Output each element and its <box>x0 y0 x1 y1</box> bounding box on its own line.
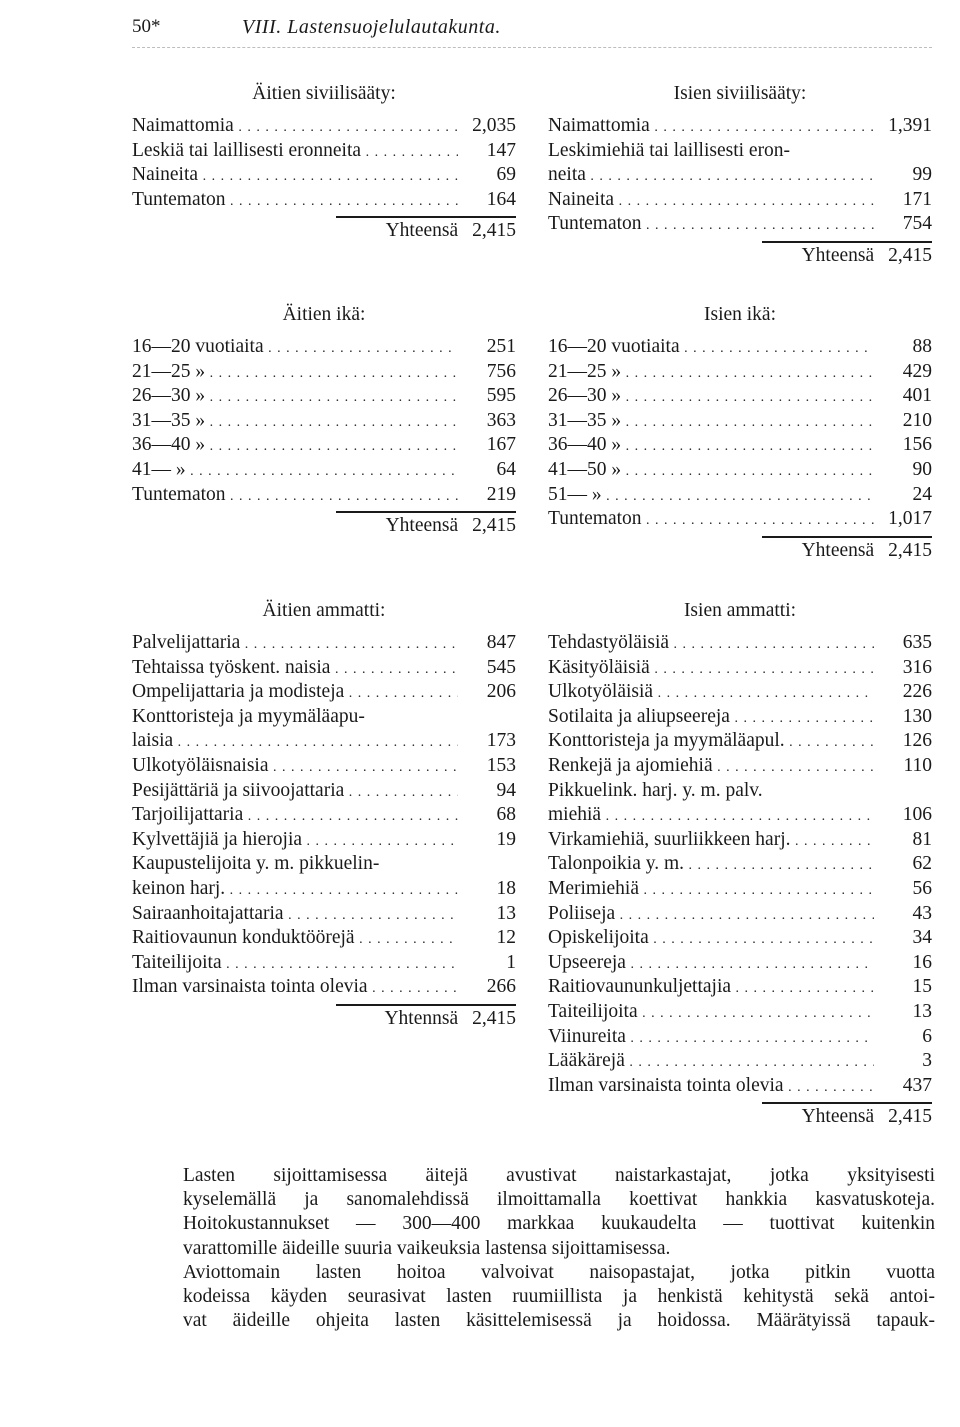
table-row <box>132 951 516 975</box>
total-row <box>802 244 932 268</box>
table-row <box>548 139 932 163</box>
row-label: 16—20 vuotiaita . . . <box>548 335 874 361</box>
table-row <box>132 902 516 926</box>
table-row <box>132 705 516 729</box>
row-label: 21—25 » . . . <box>548 360 874 386</box>
text-line: kyselemällä ja sanomalehdissä ilmoittamalla koettivat hankkia kasvatuskoteja. <box>183 1189 935 1211</box>
sum-rule <box>336 1004 516 1006</box>
row-label: Tuntematon . . . <box>548 507 874 533</box>
table-row <box>548 1025 932 1049</box>
row-value: 219 <box>486 483 516 505</box>
row-label: Tehtaissa työskent. naisia . . . <box>132 656 458 682</box>
table-row <box>548 1049 932 1073</box>
table-row <box>548 803 932 827</box>
total-value: 2,415 <box>472 1008 516 1029</box>
table-row <box>132 114 516 138</box>
table-row <box>132 360 516 384</box>
row-value: 1,391 <box>888 115 932 136</box>
row-label: 36—40 » . . . <box>548 433 874 459</box>
row-value: 130 <box>902 705 932 727</box>
row-label: Naimattomia . . . <box>132 114 458 140</box>
row-value: 16 <box>912 951 932 973</box>
row-value: 43 <box>912 902 932 924</box>
row-value: 437 <box>902 1074 932 1096</box>
table-row <box>548 384 932 408</box>
table-row <box>132 458 516 482</box>
text-line: Hoitokustannukset — 300—400 markkaa kuukaudelta — tuottivat kuitenkin <box>183 1213 935 1235</box>
row-label: Ilman varsinaista tointa olevia . . . <box>132 975 458 1001</box>
total-label: Yhteensä <box>385 220 459 242</box>
row-label: Naineita . . . <box>132 163 458 189</box>
table-row <box>132 656 516 680</box>
paragraph-1 <box>135 1164 935 1261</box>
row-label: 26—30 » . . . <box>548 384 874 410</box>
table-row <box>132 163 516 187</box>
row-label: Konttoristeja ja myymäläapu- <box>132 705 365 727</box>
table-row <box>548 852 932 876</box>
sum-rule <box>336 511 516 513</box>
table-row <box>132 188 516 212</box>
table-row <box>132 729 516 753</box>
table-title: Isien ammatti: <box>683 600 797 621</box>
row-label: Raitiovaununkuljettajia . . . <box>548 975 874 1001</box>
row-value: 69 <box>496 164 516 186</box>
sum-rule <box>762 1102 932 1104</box>
mothers-occupation-table <box>132 599 516 1039</box>
row-label: 31—35 » . . . <box>132 409 458 435</box>
table-row <box>548 729 932 753</box>
row-value: 1 <box>506 951 516 973</box>
row-label: Leskimiehiä tai laillisesti eron- <box>548 139 791 161</box>
row-value: 13 <box>496 902 516 924</box>
text-line: vat äideille ohjeita lasten käsittelemisessä ja hoidossa. Määrätyissä tapauk- <box>183 1310 935 1332</box>
row-label: Tuntematon . . . <box>132 188 458 214</box>
table-row <box>132 631 516 655</box>
table-row <box>132 877 516 901</box>
table-row <box>132 139 516 163</box>
table-row <box>548 902 932 926</box>
total-value: 2,415 <box>472 220 516 242</box>
fathers-occupation-table <box>548 599 932 1139</box>
page-header <box>132 16 932 44</box>
row-value: 167 <box>486 434 516 456</box>
row-value: 595 <box>486 385 516 407</box>
row-label: Sotilaita ja aliupseereja . . . <box>548 705 874 731</box>
row-value: 1,017 <box>888 508 932 530</box>
row-value: 126 <box>902 730 932 752</box>
text-line: varattomille äideille suuria vaikeuksia lastensa sijoittamisessa. <box>183 1237 671 1259</box>
paragraph-2 <box>135 1261 935 1334</box>
row-label: Tuntematon . . . <box>132 483 458 509</box>
row-value: 754 <box>902 213 932 235</box>
running-title: VIII. Lastensuojelulautakunta. <box>242 16 501 38</box>
table-row <box>548 1000 932 1024</box>
row-value: 13 <box>912 1001 932 1022</box>
table-row <box>132 828 516 852</box>
row-value: 24 <box>912 483 932 505</box>
table-row <box>548 779 932 803</box>
row-label: Ilman varsinaista tointa olevia . . . <box>548 1074 874 1100</box>
total-row <box>802 1105 932 1129</box>
table-title: Äitien ammatti: <box>262 600 386 621</box>
row-label: Leskiä tai laillisesti eronneita . . . <box>132 139 458 165</box>
row-label: Ulkotyöläisiä . . . <box>548 680 874 706</box>
text-line: Aviottomain lasten hoitoa valvoivat naisopastajat, jotka pitkin vuotta <box>183 1261 935 1283</box>
table-row <box>548 951 932 975</box>
table-row <box>132 433 516 457</box>
mothers-age-table <box>132 303 516 543</box>
row-value: 81 <box>912 828 932 850</box>
row-label: Raitiovaunun konduktöörejä . . . <box>132 926 458 952</box>
row-value: 2,035 <box>472 115 516 136</box>
row-label: 31—35 » . . . <box>548 409 874 435</box>
row-label: Pikkuelink. harj. y. m. palv. <box>548 779 763 801</box>
table-row <box>132 335 516 359</box>
row-value: 106 <box>902 804 932 826</box>
table-row <box>548 828 932 852</box>
row-label: Kylvettäjiä ja hierojia . . . <box>132 828 458 854</box>
header-rule <box>132 47 932 48</box>
table-row <box>548 212 932 236</box>
row-value: 64 <box>496 459 516 480</box>
total-value: 2,415 <box>472 515 516 537</box>
table-row <box>548 631 932 655</box>
table-row <box>132 483 516 507</box>
row-value: 635 <box>902 632 932 653</box>
table-row <box>132 680 516 704</box>
fathers-age-table <box>548 303 932 568</box>
table-row <box>132 926 516 950</box>
table-row <box>548 458 932 482</box>
table-row <box>548 114 932 138</box>
row-value: 56 <box>912 878 932 899</box>
total-label: Yhteensä <box>801 1106 875 1128</box>
row-label: Upseereja . . . <box>548 951 874 977</box>
table-row <box>132 754 516 778</box>
row-label: Tehdastyöläisiä . . . <box>548 631 874 657</box>
row-value: 62 <box>912 853 932 875</box>
row-value: 90 <box>912 459 932 480</box>
row-label: Taiteilijoita . . . <box>548 1000 874 1026</box>
table-row <box>132 975 516 999</box>
row-label: Tarjoilijattaria . . . <box>132 803 458 829</box>
row-value: 363 <box>486 409 516 431</box>
row-label: Merimiehiä . . . <box>548 877 874 903</box>
table-title: Isien ikä: <box>703 304 777 325</box>
table-title: Äitien siviilisääty: <box>252 83 396 104</box>
table-row <box>548 507 932 531</box>
row-value: 99 <box>912 164 932 186</box>
row-label: Renkejä ja ajomiehiä . . . <box>548 754 874 780</box>
row-label: Palvelijattaria . . . <box>132 631 458 657</box>
total-label: Yhteensä <box>801 245 875 266</box>
row-value: 110 <box>903 755 932 776</box>
total-row <box>386 219 516 243</box>
row-label: neita . . . <box>548 163 874 189</box>
row-label: Virkamiehiä, suurliikkeen harj. . . . <box>548 828 874 854</box>
row-label: 21—25 » . . . <box>132 360 458 386</box>
sum-rule <box>762 241 932 243</box>
table-row <box>548 877 932 901</box>
row-label: Pesijättäriä ja siivoojattaria . . . <box>132 779 458 805</box>
row-label: miehiä . . . <box>548 803 874 829</box>
row-label: Taiteilijoita . . . <box>132 951 458 977</box>
text-line: Lasten sijoittamisessa äitejä avustivat naistarkastajat, jotka yksityisesti <box>183 1165 935 1186</box>
row-value: 545 <box>486 656 516 678</box>
row-value: 173 <box>486 730 516 752</box>
row-value: 847 <box>486 632 516 653</box>
table-row <box>548 926 932 950</box>
row-label: Kaupustelijoita y. m. pikkuelin- <box>132 853 380 875</box>
row-label: Sairaanhoitajattaria . . . <box>132 902 458 928</box>
row-value: 18 <box>496 878 516 899</box>
total-row <box>384 1007 516 1031</box>
fathers-civil-status-table <box>548 82 932 272</box>
row-value: 34 <box>912 927 932 949</box>
table-row <box>548 163 932 187</box>
table-title: Äitien ikä: <box>282 304 366 325</box>
row-value: 226 <box>902 681 932 703</box>
row-value: 756 <box>486 360 516 382</box>
table-row <box>548 433 932 457</box>
table-row <box>548 360 932 384</box>
table-title: Isien siviilisääty: <box>673 83 807 104</box>
row-label: Käsityöläisiä . . . <box>548 656 874 682</box>
total-value: 2,415 <box>888 245 932 266</box>
table-row <box>132 409 516 433</box>
table-row <box>132 384 516 408</box>
row-value: 171 <box>902 188 932 210</box>
total-label: Yhteensä <box>801 539 875 561</box>
table-row <box>548 188 932 212</box>
row-value: 12 <box>496 927 516 949</box>
table-row <box>548 483 932 507</box>
row-label: Poliiseja . . . <box>548 902 874 928</box>
table-row <box>548 705 932 729</box>
row-label: keinon harj. . . . <box>132 877 458 903</box>
row-label: laisia . . . <box>132 729 458 755</box>
total-row <box>802 539 932 563</box>
table-row <box>548 1074 932 1098</box>
row-label: 51— » . . . <box>548 483 874 509</box>
table-row <box>548 409 932 433</box>
total-label: Yhteensä <box>385 515 459 537</box>
row-label: Naineita . . . <box>548 188 874 214</box>
row-label: Viinureita . . . <box>548 1025 874 1051</box>
row-value: 68 <box>496 804 516 826</box>
row-label: Ulkotyöläisnaisia . . . <box>132 754 458 780</box>
row-label: Tuntematon . . . <box>548 212 874 238</box>
total-label: Yhtennsä <box>384 1008 459 1029</box>
row-value: 266 <box>486 976 516 998</box>
row-label: 41—50 » . . . <box>548 458 874 484</box>
total-value: 2,415 <box>888 539 932 561</box>
table-row <box>548 335 932 359</box>
row-label: Naimattomia . . . <box>548 114 874 140</box>
row-label: 41— » . . . <box>132 458 458 484</box>
table-row <box>548 975 932 999</box>
row-value: 251 <box>486 336 516 357</box>
row-value: 153 <box>486 755 516 776</box>
row-label: Ompelijattaria ja modisteja . . . <box>132 680 458 706</box>
row-value: 316 <box>902 656 932 678</box>
page-number: 50* <box>132 16 161 37</box>
mothers-civil-status-table <box>132 82 516 252</box>
row-label: 16—20 vuotiaita . . . <box>132 335 458 361</box>
table-row <box>548 754 932 778</box>
row-label: Opiskelijoita . . . <box>548 926 874 952</box>
total-row <box>386 514 516 538</box>
table-row <box>548 656 932 680</box>
row-value: 147 <box>486 139 516 161</box>
row-value: 156 <box>902 434 932 456</box>
table-row <box>132 803 516 827</box>
row-value: 94 <box>496 779 516 801</box>
row-value: 88 <box>912 336 932 357</box>
row-value: 19 <box>496 828 516 850</box>
table-row <box>132 852 516 876</box>
row-label: Lääkärejä . . . <box>548 1049 874 1075</box>
row-label: 26—30 » . . . <box>132 384 458 410</box>
table-row <box>132 779 516 803</box>
row-value: 15 <box>912 976 932 998</box>
row-value: 6 <box>922 1025 932 1047</box>
table-row <box>548 680 932 704</box>
row-value: 3 <box>922 1050 932 1072</box>
row-label: Talonpoikia y. m. . . . <box>548 852 874 878</box>
row-value: 401 <box>902 385 932 407</box>
row-label: 36—40 » . . . <box>132 433 458 459</box>
total-value: 2,415 <box>888 1106 932 1128</box>
body-text <box>135 1164 935 1333</box>
sum-rule <box>336 216 516 218</box>
row-label: Konttoristeja ja myymäläapul. . . . <box>548 729 874 755</box>
text-line: kodeissa käyden seurasivat lasten ruumiillista ja henkistä kehitystä sekä antoi- <box>183 1286 935 1308</box>
row-value: 164 <box>486 188 516 210</box>
row-value: 429 <box>902 360 932 382</box>
row-value: 210 <box>902 409 932 431</box>
sum-rule <box>762 536 932 538</box>
row-value: 206 <box>486 681 516 703</box>
